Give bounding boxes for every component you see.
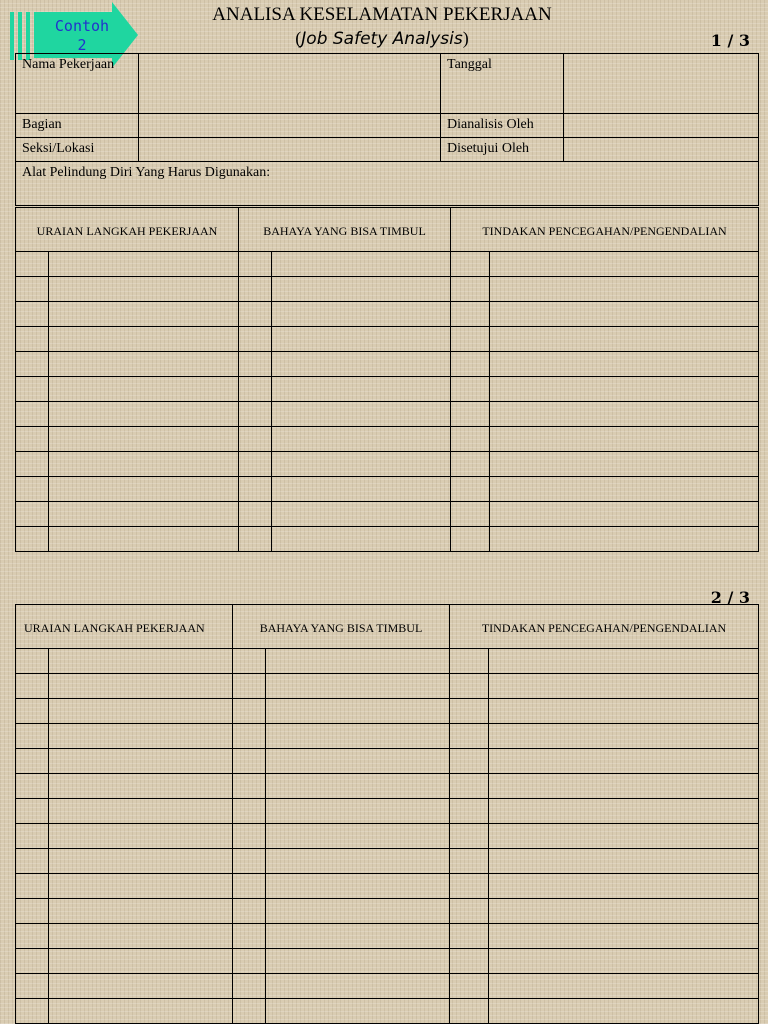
field-bagian[interactable]: [139, 114, 441, 138]
table-cell[interactable]: [49, 302, 239, 327]
table-cell[interactable]: [489, 849, 759, 874]
table-cell[interactable]: [49, 724, 233, 749]
table-cell[interactable]: [16, 302, 49, 327]
table-cell[interactable]: [16, 924, 49, 949]
table-cell[interactable]: [16, 649, 49, 674]
table-cell[interactable]: [49, 749, 233, 774]
table-cell[interactable]: [489, 774, 759, 799]
table-row: [16, 452, 759, 477]
table-cell[interactable]: [490, 352, 759, 377]
field-tanggal[interactable]: [564, 54, 759, 114]
table-cell[interactable]: [266, 724, 450, 749]
table-row: [16, 352, 759, 377]
table-cell[interactable]: [233, 974, 266, 999]
table-cell[interactable]: [16, 974, 49, 999]
table-row: [16, 302, 759, 327]
table-cell[interactable]: [451, 477, 490, 502]
table-cell[interactable]: [49, 824, 233, 849]
table-cell[interactable]: [451, 402, 490, 427]
table-cell[interactable]: [233, 874, 266, 899]
table-cell[interactable]: [490, 427, 759, 452]
table-cell[interactable]: [489, 899, 759, 924]
table-row: [16, 849, 759, 874]
label-bagian: Bagian: [16, 114, 139, 138]
table-cell[interactable]: [489, 674, 759, 699]
table-row: [16, 999, 759, 1024]
table-cell[interactable]: [489, 999, 759, 1024]
table-cell[interactable]: [16, 502, 49, 527]
table-cell[interactable]: [16, 352, 49, 377]
table-cell[interactable]: [49, 377, 239, 402]
table-cell[interactable]: [266, 824, 450, 849]
table-row: [16, 477, 759, 502]
table-cell[interactable]: [49, 699, 233, 724]
table-cell[interactable]: [49, 874, 233, 899]
table-row: [16, 799, 759, 824]
table-cell[interactable]: [239, 477, 272, 502]
table-cell[interactable]: [49, 924, 233, 949]
table-cell[interactable]: [450, 924, 489, 949]
table-cell[interactable]: [239, 327, 272, 352]
table-cell[interactable]: [266, 899, 450, 924]
table-cell[interactable]: [16, 277, 49, 302]
table-cell[interactable]: [49, 452, 239, 477]
table-cell[interactable]: [16, 899, 49, 924]
table-cell[interactable]: [266, 799, 450, 824]
table-cell[interactable]: [233, 749, 266, 774]
column-bahaya: BAHAYA YANG BISA TIMBUL: [239, 208, 451, 252]
table-cell[interactable]: [490, 327, 759, 352]
table-cell[interactable]: [272, 402, 451, 427]
table-cell[interactable]: [49, 252, 239, 277]
table-cell[interactable]: [266, 749, 450, 774]
label-seksi-lokasi: Seksi/Lokasi: [16, 138, 139, 162]
table-row: [16, 252, 759, 277]
table-cell[interactable]: [450, 849, 489, 874]
column-tindakan: TINDAKAN PENCEGAHAN/PENGENDALIAN: [450, 605, 759, 649]
table-cell[interactable]: [49, 774, 233, 799]
table-cell[interactable]: [16, 674, 49, 699]
table-cell[interactable]: [266, 949, 450, 974]
table-cell[interactable]: [233, 774, 266, 799]
table-row: [16, 949, 759, 974]
table-cell[interactable]: [49, 674, 233, 699]
table-row: [16, 427, 759, 452]
table-cell[interactable]: [451, 452, 490, 477]
table-cell[interactable]: [266, 999, 450, 1024]
table-cell[interactable]: [233, 999, 266, 1024]
table-cell[interactable]: [49, 427, 239, 452]
table-row: [16, 674, 759, 699]
table-cell[interactable]: [451, 502, 490, 527]
table-cell[interactable]: [16, 377, 49, 402]
table-cell[interactable]: [272, 377, 451, 402]
table-row: [16, 924, 759, 949]
field-dianalisis-oleh[interactable]: [564, 114, 759, 138]
table-cell[interactable]: [450, 774, 489, 799]
badge-label: Contoh 2: [54, 17, 110, 54]
table-cell[interactable]: [239, 452, 272, 477]
table-row: [16, 899, 759, 924]
table-cell[interactable]: [16, 849, 49, 874]
field-seksi-lokasi[interactable]: [139, 138, 441, 162]
table-cell[interactable]: [233, 699, 266, 724]
table-cell[interactable]: [489, 699, 759, 724]
table-cell[interactable]: [450, 674, 489, 699]
table-cell[interactable]: [49, 799, 233, 824]
table-row: [16, 699, 759, 724]
table-cell[interactable]: [266, 974, 450, 999]
page-number-1: 1 / 3: [710, 31, 750, 50]
table-cell[interactable]: [490, 402, 759, 427]
table-cell[interactable]: [490, 252, 759, 277]
table-cell[interactable]: [49, 999, 233, 1024]
table-cell[interactable]: [233, 649, 266, 674]
table-cell[interactable]: [450, 824, 489, 849]
table-cell[interactable]: [233, 799, 266, 824]
table-cell[interactable]: [239, 252, 272, 277]
table-row: [16, 327, 759, 352]
table-cell[interactable]: [451, 302, 490, 327]
table-row: [16, 277, 759, 302]
table-cell[interactable]: [451, 352, 490, 377]
table-cell[interactable]: [239, 427, 272, 452]
table-cell[interactable]: [450, 874, 489, 899]
table-cell[interactable]: [489, 724, 759, 749]
table-cell[interactable]: [266, 924, 450, 949]
table-cell[interactable]: [450, 699, 489, 724]
table-cell[interactable]: [489, 799, 759, 824]
table-row: [16, 527, 759, 552]
table-cell[interactable]: [272, 452, 451, 477]
table-cell[interactable]: [239, 377, 272, 402]
table-cell[interactable]: [272, 302, 451, 327]
table-cell[interactable]: [266, 849, 450, 874]
table-cell[interactable]: [49, 477, 239, 502]
table-row: [16, 874, 759, 899]
table-cell[interactable]: [451, 527, 490, 552]
table-cell[interactable]: [239, 277, 272, 302]
table-cell[interactable]: [16, 427, 49, 452]
table-cell[interactable]: [16, 824, 49, 849]
table-row: [16, 974, 759, 999]
table-cell[interactable]: [16, 799, 49, 824]
table-cell[interactable]: [239, 352, 272, 377]
table-cell[interactable]: [490, 502, 759, 527]
table-cell[interactable]: [49, 899, 233, 924]
column-uraian: URAIAN LANGKAH PEKERJAAN: [16, 208, 239, 252]
table-cell[interactable]: [272, 427, 451, 452]
column-uraian: URAIAN LANGKAH PEKERJAAN: [16, 605, 233, 649]
table-cell[interactable]: [49, 849, 233, 874]
table-cell[interactable]: [233, 824, 266, 849]
table-cell[interactable]: [233, 674, 266, 699]
table-cell[interactable]: [49, 277, 239, 302]
field-nama-pekerjaan[interactable]: [139, 54, 441, 114]
page-subtitle: (Job Safety Analysis): [295, 28, 469, 49]
column-bahaya: BAHAYA YANG BISA TIMBUL: [233, 605, 450, 649]
label-tanggal: Tanggal: [441, 54, 564, 114]
table-cell[interactable]: [450, 749, 489, 774]
table-cell[interactable]: [489, 949, 759, 974]
table-cell[interactable]: [239, 502, 272, 527]
table-cell[interactable]: [49, 649, 233, 674]
table-cell[interactable]: [266, 649, 450, 674]
table-row: [16, 402, 759, 427]
table-cell[interactable]: [49, 949, 233, 974]
table-cell[interactable]: [450, 724, 489, 749]
label-alat-pelindung: Alat Pelindung Diri Yang Harus Digunakan:: [16, 162, 759, 206]
page-number-2: 2 / 3: [710, 588, 750, 607]
table-row: [16, 377, 759, 402]
table-cell[interactable]: [266, 874, 450, 899]
table-cell[interactable]: [450, 649, 489, 674]
table-cell[interactable]: [233, 924, 266, 949]
table-cell[interactable]: [489, 749, 759, 774]
table-cell[interactable]: [451, 252, 490, 277]
table-cell[interactable]: [49, 974, 233, 999]
table-cell[interactable]: [272, 327, 451, 352]
table-cell[interactable]: [16, 699, 49, 724]
table-cell[interactable]: [272, 502, 451, 527]
table-cell[interactable]: [49, 352, 239, 377]
table-cell[interactable]: [16, 874, 49, 899]
table-row: [16, 774, 759, 799]
table-cell[interactable]: [489, 649, 759, 674]
table-cell[interactable]: [451, 377, 490, 402]
table-cell[interactable]: [266, 674, 450, 699]
table-cell[interactable]: [233, 849, 266, 874]
table-row: [16, 724, 759, 749]
table-row: [16, 749, 759, 774]
table-cell[interactable]: [239, 527, 272, 552]
table-cell[interactable]: [451, 427, 490, 452]
table-cell[interactable]: [239, 302, 272, 327]
table-cell[interactable]: [272, 527, 451, 552]
table-cell[interactable]: [490, 277, 759, 302]
table-cell[interactable]: [450, 799, 489, 824]
field-disetujui-oleh[interactable]: [564, 138, 759, 162]
table-cell[interactable]: [16, 402, 49, 427]
table-cell[interactable]: [49, 402, 239, 427]
table-cell[interactable]: [239, 402, 272, 427]
table-cell[interactable]: [490, 302, 759, 327]
table-cell[interactable]: [490, 477, 759, 502]
table-cell[interactable]: [49, 527, 239, 552]
table-cell[interactable]: [272, 477, 451, 502]
table-cell[interactable]: [16, 452, 49, 477]
page-title: ANALISA KESELAMATAN PEKERJAAN: [212, 4, 552, 25]
table-cell[interactable]: [489, 974, 759, 999]
table-cell[interactable]: [490, 527, 759, 552]
jsa-header-form: [15, 53, 759, 206]
table-cell[interactable]: [16, 999, 49, 1024]
table-cell[interactable]: [233, 724, 266, 749]
table-cell[interactable]: [489, 824, 759, 849]
table-cell[interactable]: [490, 452, 759, 477]
table-cell[interactable]: [450, 974, 489, 999]
table-cell[interactable]: [16, 327, 49, 352]
table-row: [16, 824, 759, 849]
table-row: [16, 649, 759, 674]
table-cell[interactable]: [16, 477, 49, 502]
label-disetujui-oleh: Disetujui Oleh: [441, 138, 564, 162]
jsa-steps-table-1: [15, 207, 759, 552]
table-cell[interactable]: [266, 774, 450, 799]
table-cell[interactable]: [272, 352, 451, 377]
table-cell[interactable]: [272, 252, 451, 277]
label-nama-pekerjaan: Nama Pekerjaan: [16, 54, 139, 114]
table-cell[interactable]: [489, 874, 759, 899]
table-cell[interactable]: [272, 277, 451, 302]
table-cell[interactable]: [490, 377, 759, 402]
table-cell[interactable]: [16, 774, 49, 799]
table-cell[interactable]: [451, 327, 490, 352]
table-cell[interactable]: [451, 277, 490, 302]
table-row: [16, 502, 759, 527]
label-dianalisis-oleh: Dianalisis Oleh: [441, 114, 564, 138]
table-cell[interactable]: [49, 502, 239, 527]
table-cell[interactable]: [233, 899, 266, 924]
table-cell[interactable]: [233, 949, 266, 974]
table-cell[interactable]: [489, 924, 759, 949]
table-cell[interactable]: [49, 327, 239, 352]
table-cell[interactable]: [450, 899, 489, 924]
table-cell[interactable]: [266, 699, 450, 724]
table-cell[interactable]: [16, 724, 49, 749]
table-cell[interactable]: [16, 949, 49, 974]
table-cell[interactable]: [450, 949, 489, 974]
table-cell[interactable]: [16, 749, 49, 774]
table-cell[interactable]: [16, 252, 49, 277]
jsa-steps-table-2: [15, 604, 759, 1024]
table-cell[interactable]: [450, 999, 489, 1024]
table-cell[interactable]: [16, 527, 49, 552]
column-tindakan: TINDAKAN PENCEGAHAN/PENGENDALIAN: [451, 208, 759, 252]
